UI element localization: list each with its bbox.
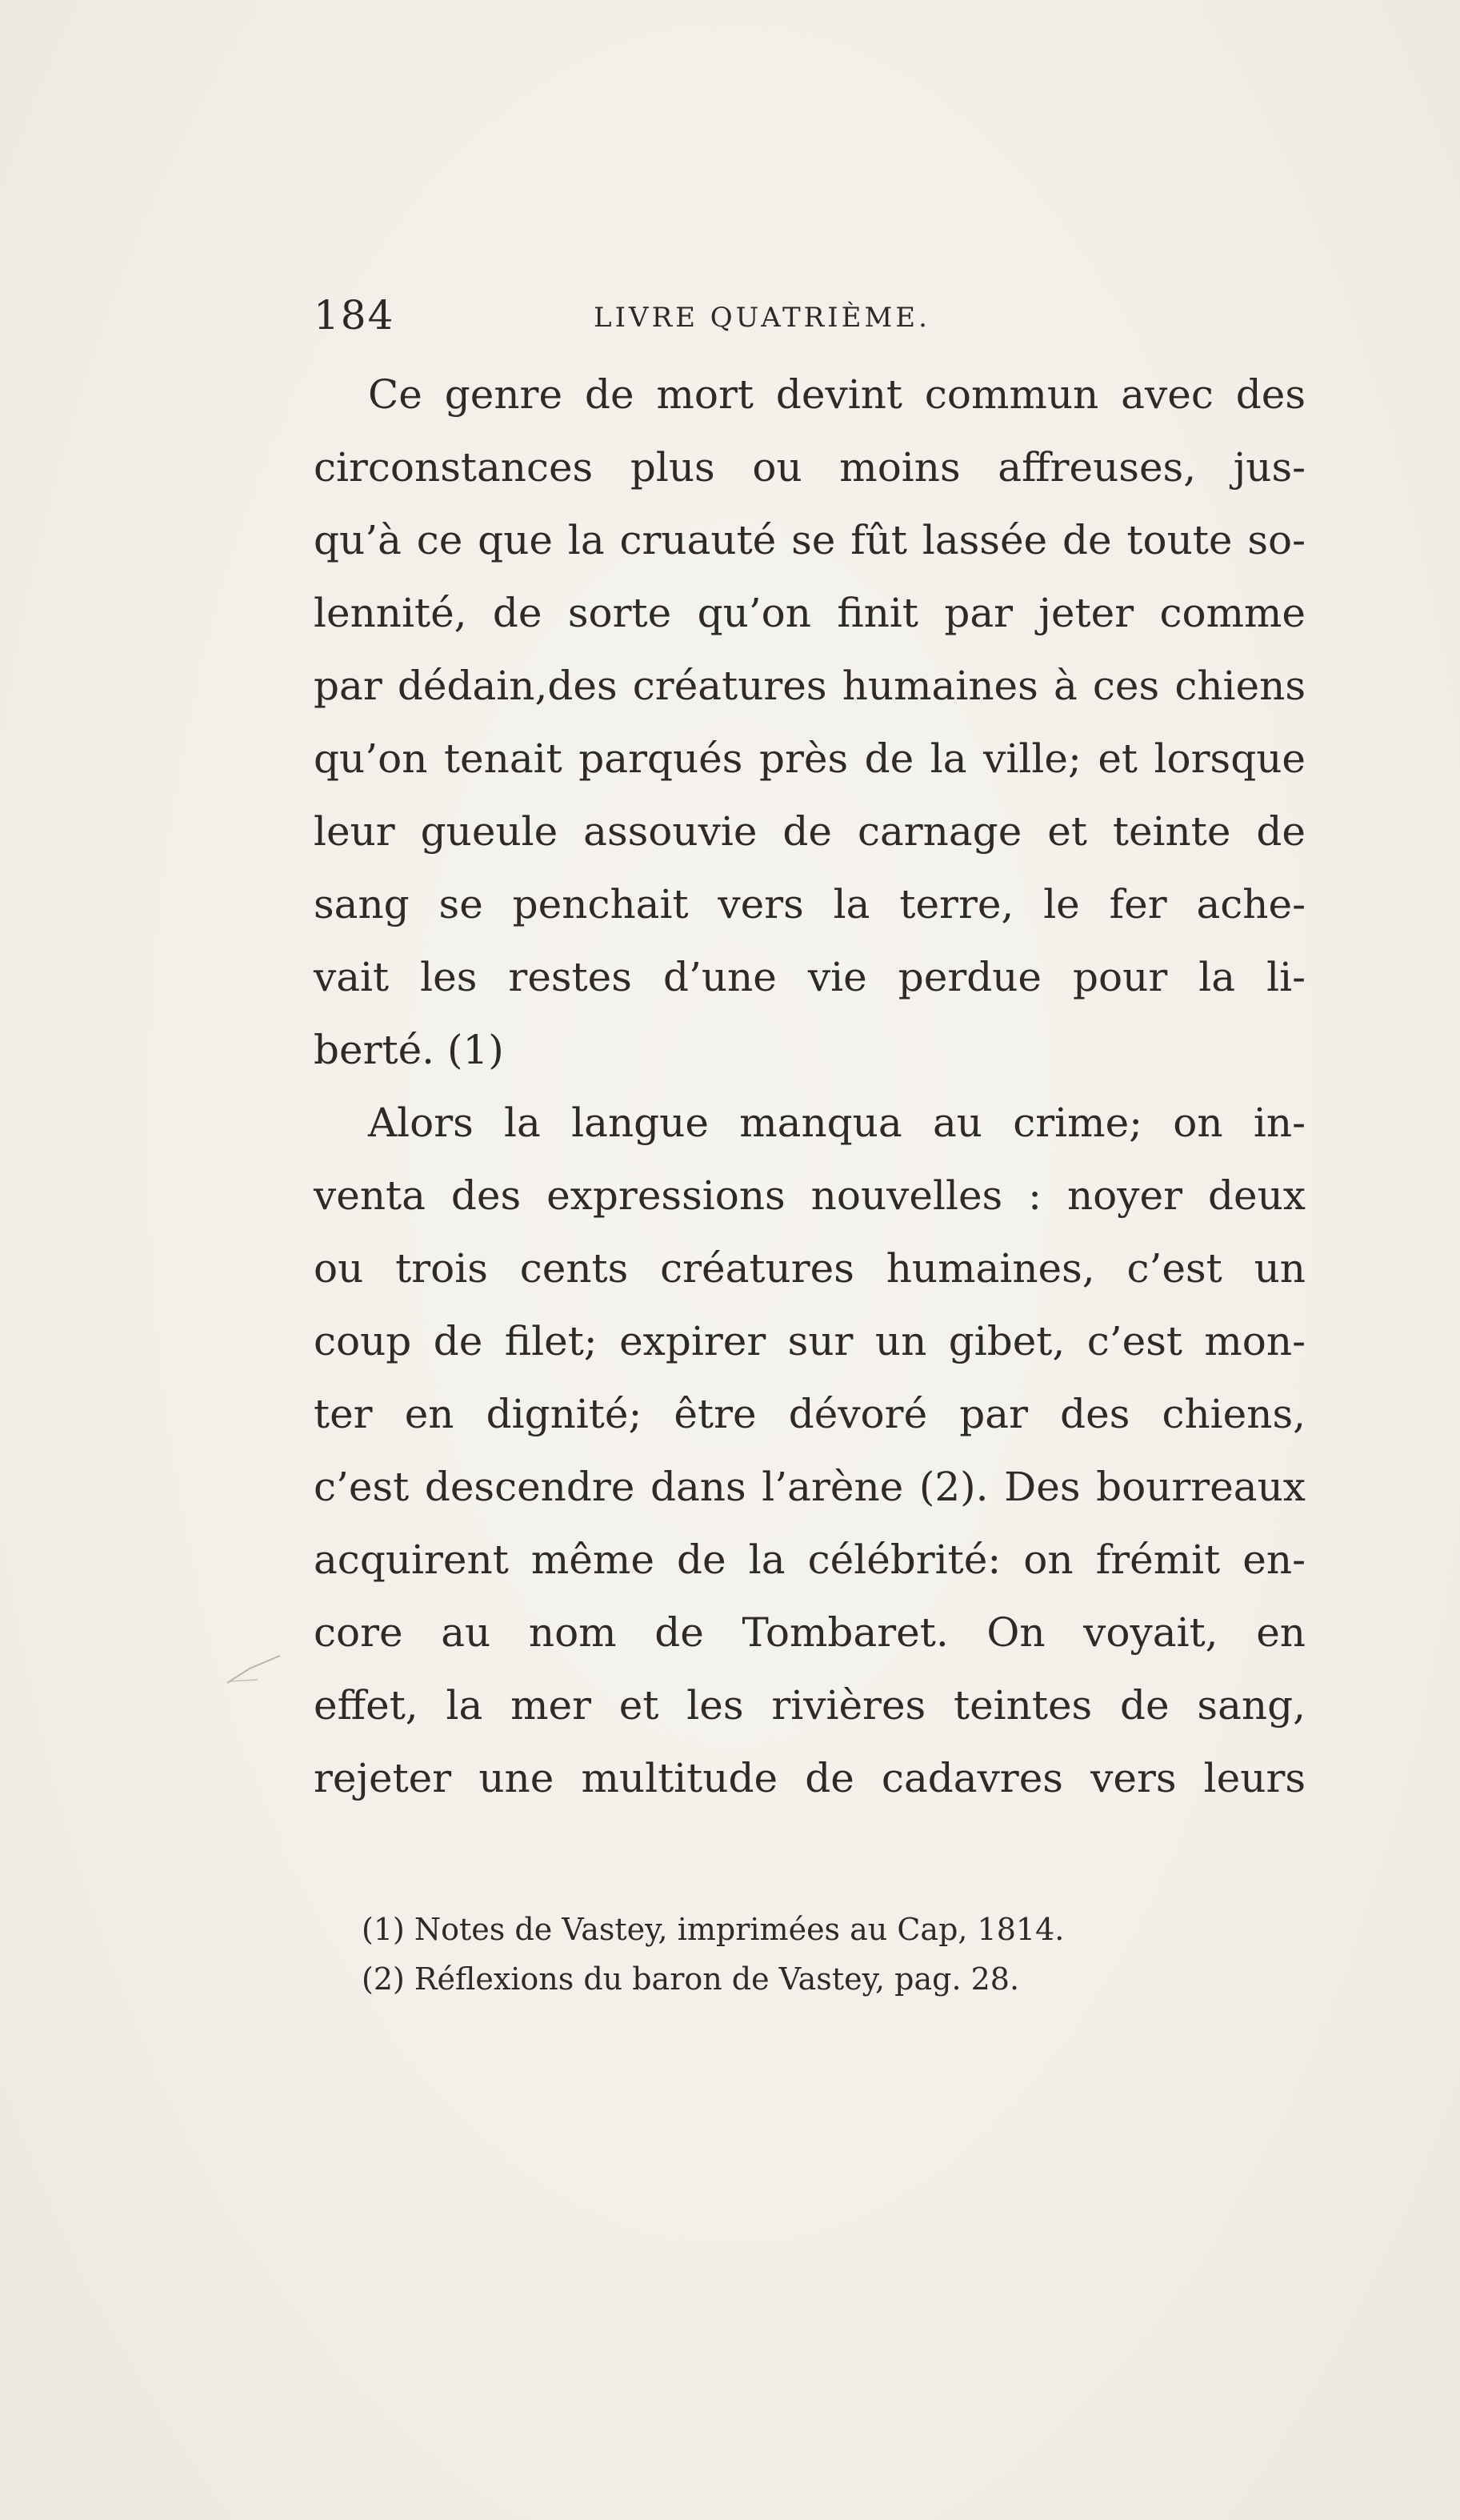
page-header bbox=[314, 292, 1306, 348]
text-line: Alors la langue manqua au crime; on in- bbox=[368, 1100, 1306, 1146]
footnote: (2) Réflexions du baron de Vastey, pag. 28. bbox=[362, 1961, 1020, 1997]
text-line: qu’on tenait parqués près de la ville; et lorsque bbox=[314, 735, 1306, 782]
text-line: coup de filet; expirer sur un gibet, c’est mon- bbox=[314, 1318, 1306, 1364]
page-number: 184 bbox=[314, 292, 395, 339]
text-line: sang se penchait vers la terre, le fer ache- bbox=[314, 881, 1306, 927]
text-line: circonstances plus ou moins affreuses, jus- bbox=[314, 444, 1306, 491]
running-title: LIVRE QUATRIÈME. bbox=[594, 302, 930, 334]
pencil-mark-icon bbox=[226, 1653, 282, 1685]
text-line: acquirent même de la célébrité: on frémit en- bbox=[314, 1536, 1306, 1583]
text-line: core au nom de Tombaret. On voyait, en bbox=[314, 1609, 1306, 1656]
text-line: qu’à ce que la cruauté se fût lassée de toute so- bbox=[314, 517, 1306, 563]
text-line: ou trois cents créatures humaines, c’est un bbox=[314, 1245, 1306, 1292]
text-line: c’est descendre dans l’arène (2). Des bourreaux bbox=[314, 1464, 1306, 1510]
text-line: Ce genre de mort devint commun avec des bbox=[368, 371, 1306, 418]
footnotes bbox=[362, 1905, 1306, 2004]
text-line: rejeter une multitude de cadavres vers leurs bbox=[314, 1755, 1306, 1801]
text-line: effet, la mer et les rivières teintes de sang, bbox=[314, 1682, 1306, 1729]
text-line: leur gueule assouvie de carnage et teinte de bbox=[314, 808, 1306, 855]
text-line: berté. (1) bbox=[314, 1027, 504, 1073]
text-line: par dédain,des créatures humaines à ces chiens bbox=[314, 663, 1306, 709]
text-line: venta des expressions nouvelles : noyer deux bbox=[314, 1172, 1306, 1219]
footnote: (1) Notes de Vastey, imprimées au Cap, 1814. bbox=[362, 1912, 1065, 1947]
text-line: ter en dignité; être dévoré par des chiens, bbox=[314, 1391, 1306, 1437]
text-line: lennité, de sorte qu’on finit par jeter comme bbox=[314, 590, 1306, 636]
text-line: vait les restes d’une vie perdue pour la li- bbox=[314, 954, 1306, 1000]
main-text bbox=[314, 359, 1306, 1815]
